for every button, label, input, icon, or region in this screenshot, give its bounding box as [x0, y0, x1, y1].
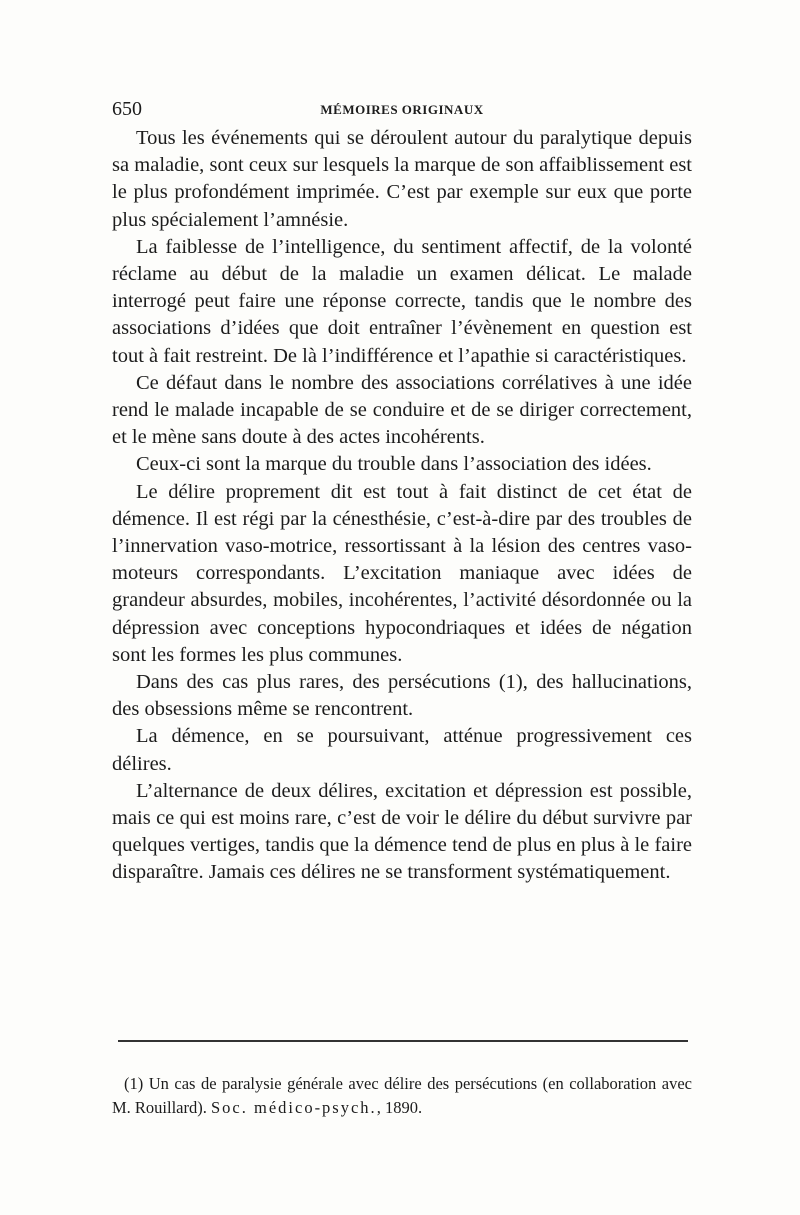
body-text	[112, 125, 692, 887]
paragraph: L’alternance de deux délires, excitation et dépression est possible, mais ce qui est moins rare, c’est de voir le délire du début survivre par quelques vertiges, tandis que la démence tend de plus en plus à le faire disparaître. Jamais ces délires ne se transforment systématiquement.	[112, 779, 692, 884]
footnote-year: , 1890.	[376, 1098, 423, 1117]
paragraph: La faiblesse de l’intelligence, du sentiment affectif, de la volonté réclame au début de la maladie un examen délicat. Le malade interrogé peut faire une réponse correcte, tandis que le nombre des associations d’idées que doit entraîner l’évènement en question est tout à fait restreint. De là l’indifférence et l’apathie si caractéristiques.	[112, 235, 692, 367]
footnote-text	[112, 1072, 692, 1120]
paragraph: Tous les événements qui se déroulent autour du paralytique depuis sa maladie, sont ceux sur lesquels la marque de son affaiblissement est le plus profondément imprimée. C’est par exemple sur eux que porte plus spécialement l’amnésie.	[112, 127, 692, 231]
footnote-journal: Soc. médico-psych.	[211, 1098, 377, 1117]
paragraph: Le délire proprement dit est tout à fait distinct de cet état de démence. Il est régi par la cénesthésie, c’est-à-dire par des troubles de l’innervation vaso-motrice, ressortissant à la lésion des centres vaso-moteurs correspondants. L’excitation maniaque avec idées de grandeur absurdes, mobiles, incohérentes, l’activité désordonnée ou la dépression avec conceptions hypocondriaques et idées de négation sont les formes les plus communes.	[112, 480, 692, 666]
paragraph: Ce défaut dans le nombre des associations corrélatives à une idée rend le malade incapable de se conduire et de se diriger correctement, et le mène sans doute à des actes incohérents.	[112, 371, 692, 449]
running-title: MÉMOIRES ORIGINAUX	[320, 102, 484, 117]
paragraph: Dans des cas plus rares, des persécutions (1), des hallucinations, des obsessions même se rencontrent.	[112, 671, 692, 721]
footnote-body: (1) Un cas de paralysie générale avec délire des persécutions (en collaboration avec M. Rouillard).	[112, 1074, 692, 1117]
paragraph: Ceux-ci sont la marque du trouble dans l’association des idées.	[136, 453, 652, 476]
footnote-rule	[118, 1040, 688, 1042]
page-header	[112, 98, 692, 122]
paragraph: La démence, en se poursuivant, atténue progressivement ces délires.	[112, 725, 692, 775]
page-number: 650	[112, 98, 142, 120]
footnote	[112, 1072, 692, 1120]
